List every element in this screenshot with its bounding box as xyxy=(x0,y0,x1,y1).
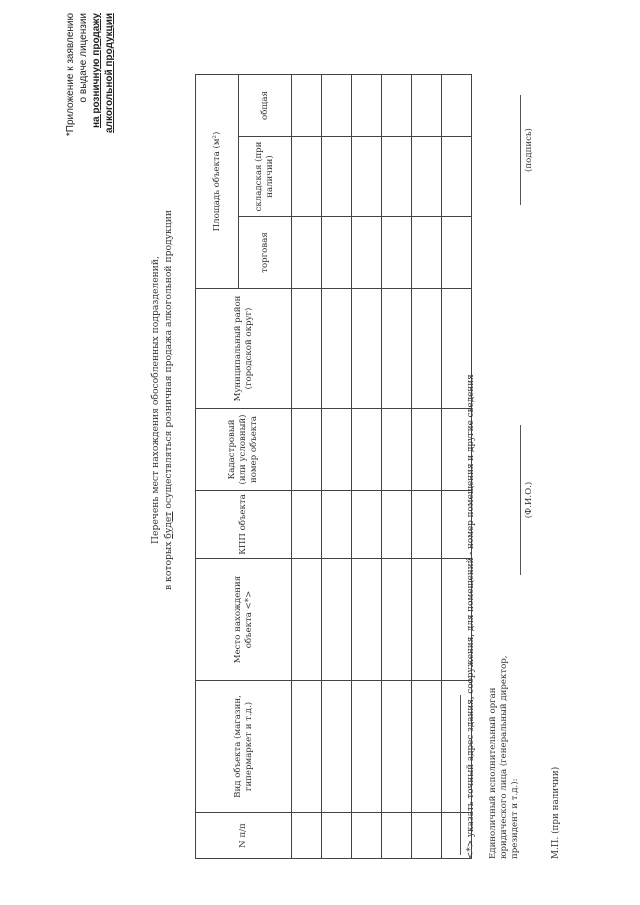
table-cell xyxy=(352,217,382,289)
title-line-2-post: осуществляться розничная продажа алкогольной продукции xyxy=(162,210,174,512)
table-cell xyxy=(412,813,442,859)
annex-line-2: о выдаче лицензии xyxy=(78,13,89,103)
table-cell xyxy=(412,137,442,217)
table-cell xyxy=(292,559,322,681)
table-cell xyxy=(322,491,352,559)
table-cell xyxy=(352,409,382,491)
header-municipal: Муниципальный район (городской округ) xyxy=(196,289,292,409)
table-row xyxy=(412,75,442,859)
table-cell xyxy=(382,491,412,559)
table-cell xyxy=(322,813,352,859)
table-cell xyxy=(292,409,322,491)
annex-line-3: на розничную продажу алкогольной продукции xyxy=(91,13,115,133)
document-title xyxy=(150,175,175,625)
header-area-storage: складская (при наличии) xyxy=(239,137,292,217)
footnote-divider xyxy=(460,695,461,855)
header-num: N п/п xyxy=(196,813,292,859)
table-cell xyxy=(382,217,412,289)
table-cell xyxy=(292,289,322,409)
table-body xyxy=(292,75,472,859)
header-area: Площадь объекта (м²) xyxy=(196,75,239,289)
table-cell xyxy=(382,137,412,217)
signature-caption: (подпись) xyxy=(524,128,534,172)
table-cell xyxy=(292,813,322,859)
title-line-2 xyxy=(163,175,176,625)
title-line-1: Перечень мест нахождения обособленных подразделений, xyxy=(150,256,161,544)
annex-header xyxy=(64,13,116,193)
table-row xyxy=(322,75,352,859)
table-cell xyxy=(382,409,412,491)
header-location: Место нахождения объекта <*> xyxy=(196,559,292,681)
table-row xyxy=(382,75,412,859)
objects-table xyxy=(195,74,472,859)
table-cell xyxy=(352,681,382,813)
table-row xyxy=(292,75,322,859)
header-area-trade: торговая xyxy=(239,217,292,289)
fio-caption: (Ф.И.О.) xyxy=(524,481,534,519)
annex-line-1: *Приложение к заявлению xyxy=(65,13,76,137)
table-cell xyxy=(292,681,322,813)
table-cell xyxy=(382,289,412,409)
table-cell xyxy=(322,681,352,813)
signer-line-1: Единоличный исполнительный орган xyxy=(488,687,498,859)
table-cell xyxy=(292,491,322,559)
table-cell xyxy=(382,559,412,681)
table-cell xyxy=(352,289,382,409)
stamp-note: М.П. (при наличии) xyxy=(551,766,561,859)
title-line-2-pre: в которых xyxy=(162,538,174,590)
table-cell xyxy=(322,217,352,289)
signer-line-3: президент и т.д.): xyxy=(510,778,520,859)
table-cell xyxy=(412,559,442,681)
table-cell xyxy=(412,681,442,813)
table-cell xyxy=(292,137,322,217)
signer-line-2: юридического лица (генеральный директор, xyxy=(499,655,509,859)
table-row xyxy=(352,75,382,859)
table-cell xyxy=(382,681,412,813)
table-cell xyxy=(322,75,352,137)
table-cell xyxy=(322,289,352,409)
table-cell xyxy=(322,409,352,491)
table-cell xyxy=(412,491,442,559)
table-cell xyxy=(322,559,352,681)
table-cell xyxy=(352,137,382,217)
footnote: <*> указать точный адрес здания, сооружения, для помещений - номер помещения и другие сведения xyxy=(466,374,476,859)
title-line-2-underlined: будет xyxy=(162,511,174,539)
table-cell xyxy=(382,813,412,859)
table-cell xyxy=(382,75,412,137)
table-cell xyxy=(352,75,382,137)
header-area-total: общая xyxy=(239,75,292,137)
table-cell xyxy=(442,75,472,137)
table-cell xyxy=(412,75,442,137)
table-cell xyxy=(352,491,382,559)
table-cell xyxy=(412,217,442,289)
table-cell xyxy=(412,409,442,491)
signature-line xyxy=(520,95,521,205)
table-header-row-1 xyxy=(196,75,239,859)
header-type: Вид объекта (магазин, гипермаркет и т.д.) xyxy=(196,681,292,813)
table-cell xyxy=(292,217,322,289)
signer-block xyxy=(488,639,521,859)
table-cell xyxy=(352,813,382,859)
header-kpp: КПП объекта xyxy=(196,491,292,559)
table-cell xyxy=(322,137,352,217)
table-cell xyxy=(352,559,382,681)
table-cell xyxy=(412,289,442,409)
header-cadastral: Кадастровый (или условный) номер объекта xyxy=(196,409,292,491)
table-cell xyxy=(292,75,322,137)
fio-signature-line xyxy=(520,425,521,575)
